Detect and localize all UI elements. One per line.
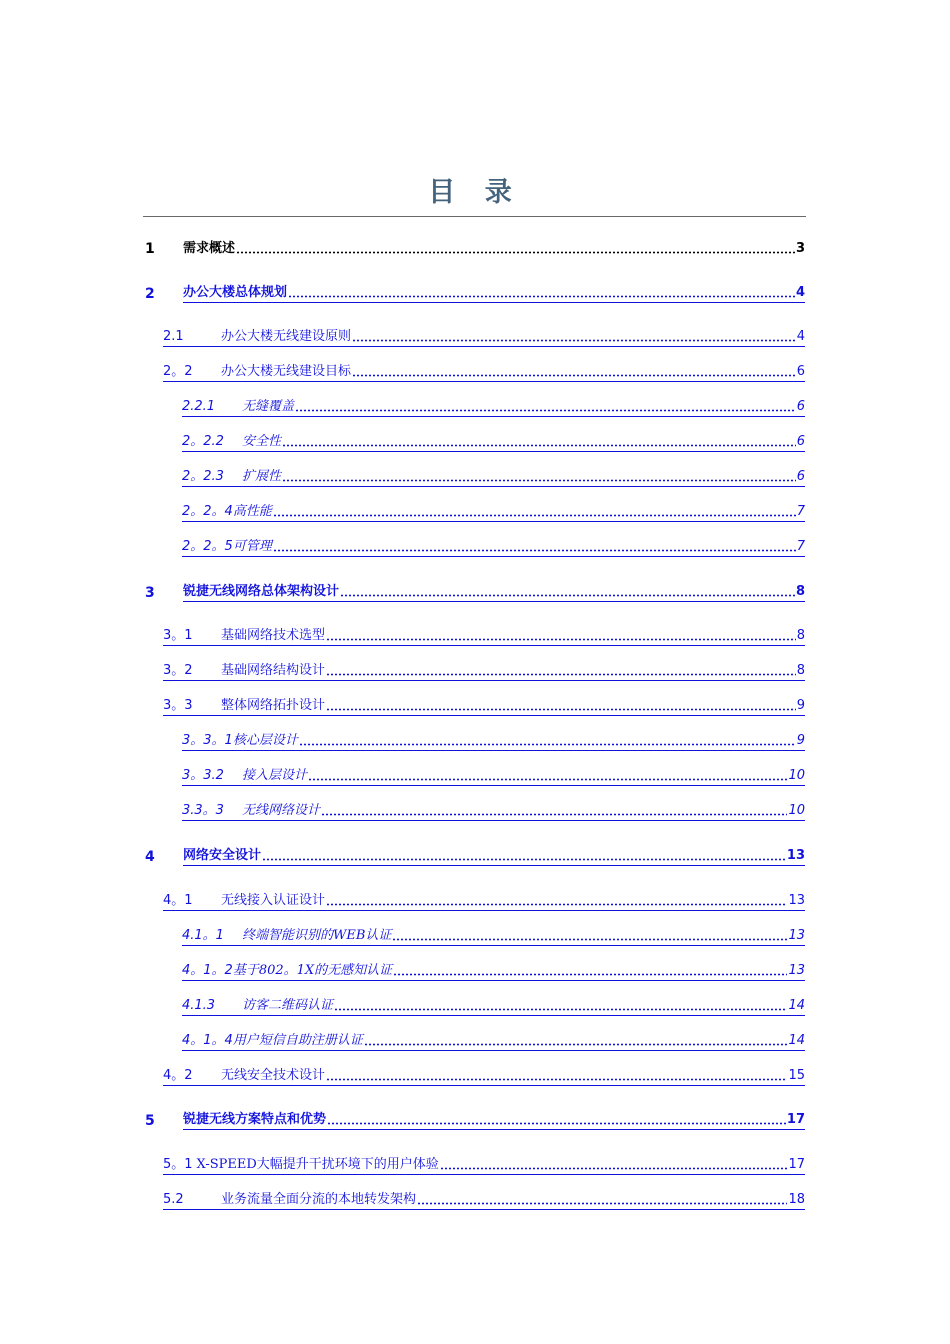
- toc-title: 目 录: [428, 177, 522, 208]
- toc-entry-title: 业务流量全面分流的本地转发架构: [221, 1192, 417, 1207]
- toc-entry-title: 基础网络结构设计: [221, 663, 326, 678]
- dot-leader: [321, 813, 787, 816]
- toc-entry-page: 13: [788, 963, 805, 978]
- toc-entry-page: 14: [788, 1033, 805, 1048]
- toc-entry-level2[interactable]: [0, 1064, 950, 1086]
- dot-leader: [417, 1202, 787, 1205]
- toc-entry-page: 4: [796, 329, 805, 344]
- toc-entry-title: 可管理: [232, 539, 272, 554]
- toc-entry-page: 6: [796, 434, 805, 449]
- dot-leader: [326, 903, 787, 906]
- toc-entry-level2[interactable]: [0, 1153, 950, 1175]
- dot-leader: [299, 743, 796, 746]
- toc-entry-page: 6: [796, 469, 805, 484]
- toc-entry-page: 13: [788, 893, 805, 908]
- toc-entry-title: 扩展性: [242, 469, 282, 484]
- toc-entry-level2[interactable]: [0, 624, 950, 646]
- toc-entry-level3[interactable]: [0, 994, 950, 1016]
- dot-leader: [393, 973, 787, 976]
- toc-entry-level3[interactable]: [0, 430, 950, 452]
- dot-leader: [236, 251, 795, 254]
- toc-entry-level3[interactable]: [0, 395, 950, 417]
- dot-leader: [326, 708, 796, 711]
- toc-entry-title: 基于802。1X的无感知认证: [232, 963, 393, 978]
- dot-leader: [334, 1008, 787, 1011]
- toc-entry-level1[interactable]: [0, 580, 950, 602]
- toc-entry-page: 3: [795, 241, 805, 256]
- dot-leader: [326, 638, 796, 641]
- toc-entry-page: 6: [796, 364, 805, 379]
- toc-entry-number: 4。2: [163, 1068, 193, 1083]
- toc-entry-number: 2。2: [163, 364, 193, 379]
- toc-entry-page: 8: [796, 628, 805, 643]
- toc-entry-title: 办公大楼无线建设目标: [221, 364, 352, 379]
- toc-entry-number: 4.1。1: [182, 928, 224, 943]
- toc-entry-title: 无线接入认证设计: [221, 893, 326, 908]
- toc-entry-level2[interactable]: [0, 1188, 950, 1210]
- toc-entry-title: 终端智能识别的WEB认证: [242, 928, 392, 943]
- toc-entry-page: 13: [786, 848, 805, 863]
- dot-leader: [295, 409, 796, 412]
- toc-entry-title: 锐捷无线方案特点和优势: [183, 1112, 327, 1127]
- toc-entry-level3[interactable]: [0, 764, 950, 786]
- toc-entry-title: 用户短信自助注册认证: [232, 1033, 363, 1048]
- toc-entry-number: 2: [145, 286, 155, 302]
- toc-entry-level1[interactable]: [0, 1108, 950, 1130]
- toc-entry-page: 8: [796, 663, 805, 678]
- toc-entry-page: 6: [796, 399, 805, 414]
- toc-entry-title: 网络安全设计: [183, 848, 262, 863]
- toc-entry-page: 7: [796, 539, 805, 554]
- toc-entry-page: 17: [788, 1157, 805, 1172]
- dot-leader: [352, 339, 796, 342]
- toc-entry-number: 5.2: [163, 1192, 184, 1207]
- toc-entry-level2[interactable]: [0, 694, 950, 716]
- toc-entry-page: 10: [788, 768, 805, 783]
- dot-leader: [282, 479, 796, 482]
- title-divider: [143, 216, 806, 217]
- toc-entry-level2[interactable]: [0, 360, 950, 382]
- toc-entry-number: 3。3: [163, 698, 193, 713]
- toc-entry-title: X-SPEED大幅提升干扰环境下的用户体验: [196, 1157, 439, 1172]
- toc-entry-level3[interactable]: [0, 1029, 950, 1051]
- toc-entry-title: 基础网络技术选型: [221, 628, 326, 643]
- toc-entry-page: 18: [788, 1192, 805, 1207]
- toc-entry-number: 3。3.2: [182, 768, 224, 783]
- toc-entry-title: 高性能: [232, 504, 272, 519]
- toc-entry-title: 无线网络设计: [242, 803, 321, 818]
- dot-leader: [282, 444, 796, 447]
- toc-entry-page: 13: [788, 928, 805, 943]
- toc-entry-level3[interactable]: [0, 729, 950, 751]
- toc-entry-number: 5: [145, 1113, 155, 1129]
- toc-entry-level3[interactable]: [0, 535, 950, 557]
- toc-entry-level2[interactable]: [0, 659, 950, 681]
- toc-entry-number: 1: [145, 241, 155, 257]
- toc-entry-level3[interactable]: [0, 799, 950, 821]
- toc-entry-page: 17: [786, 1112, 805, 1127]
- toc-entry-title: 接入层设计: [242, 768, 308, 783]
- toc-entry-page: 7: [796, 504, 805, 519]
- toc-entry-level3[interactable]: [0, 465, 950, 487]
- dot-leader: [326, 1078, 787, 1081]
- toc-entry-page: 14: [788, 998, 805, 1013]
- toc-entry-title: 办公大楼总体规划: [183, 285, 288, 300]
- toc-entry-number: 2.1: [163, 329, 184, 344]
- toc-entry-level2[interactable]: [0, 325, 950, 347]
- toc-entry-title: 安全性: [242, 434, 282, 449]
- toc-entry-number: 4。1。2: [182, 963, 233, 978]
- toc-entry-number: 4: [145, 849, 155, 865]
- toc-entry-page: 9: [796, 698, 805, 713]
- toc-entry-level3[interactable]: [0, 924, 950, 946]
- dot-leader: [308, 778, 787, 781]
- toc-entry-title: 需求概述: [183, 241, 236, 256]
- toc-entry-level2[interactable]: [0, 889, 950, 911]
- dot-leader: [273, 549, 796, 552]
- toc-entry-number: 3.3。3: [182, 803, 224, 818]
- toc-entry-page: 10: [788, 803, 805, 818]
- toc-entry-title: 办公大楼无线建设原则: [221, 329, 352, 344]
- toc-entry-number: 3。1: [163, 628, 193, 643]
- toc-entry-page: 4: [795, 285, 805, 300]
- dot-leader: [392, 938, 787, 941]
- toc-entry-level1[interactable]: [0, 281, 950, 303]
- toc-entry-page: 15: [788, 1068, 805, 1083]
- dot-leader: [352, 374, 796, 377]
- dot-leader: [340, 594, 795, 597]
- toc-entry-number: 3: [145, 585, 155, 601]
- toc-entry-number: 4。1: [163, 893, 193, 908]
- toc-entry-title: 整体网络拓扑设计: [221, 698, 326, 713]
- toc-entry-number: 3。2: [163, 663, 193, 678]
- dot-leader: [327, 1122, 786, 1125]
- toc-entry-number: 5。1: [163, 1157, 193, 1172]
- dot-leader: [364, 1043, 788, 1046]
- dot-leader: [262, 858, 786, 861]
- dot-leader: [440, 1167, 788, 1170]
- toc-entry-title: 无缝覆盖: [242, 399, 295, 414]
- toc-entry-number: 4。1。4: [182, 1033, 233, 1048]
- toc-entry-number: 2。2.2: [182, 434, 224, 449]
- dot-leader: [326, 673, 796, 676]
- dot-leader: [288, 295, 795, 298]
- dot-leader: [273, 514, 796, 517]
- toc-entry-number: 4.1.3: [182, 998, 216, 1013]
- toc-entry-number: 2.2.1: [182, 399, 216, 414]
- toc-entry-number: 3。3。1: [182, 733, 233, 748]
- toc-entry-title: 无线安全技术设计: [221, 1068, 326, 1083]
- toc-entry-title: 核心层设计: [232, 733, 298, 748]
- toc-entry-level1[interactable]: [0, 844, 950, 866]
- toc-entry-number: 2。2.3: [182, 469, 224, 484]
- toc-entry-level3[interactable]: [0, 500, 950, 522]
- toc-entry-page: 8: [795, 584, 805, 599]
- toc-entry-number: 2。2。4: [182, 504, 233, 519]
- toc-entry-level3[interactable]: [0, 959, 950, 981]
- toc-entry-number: 2。2。5: [182, 539, 233, 554]
- toc-entry-title: 访客二维码认证: [242, 998, 334, 1013]
- toc-entry-level1[interactable]: [0, 236, 950, 258]
- toc-entry-title: 锐捷无线网络总体架构设计: [183, 584, 340, 599]
- toc-entry-page: 9: [796, 733, 805, 748]
